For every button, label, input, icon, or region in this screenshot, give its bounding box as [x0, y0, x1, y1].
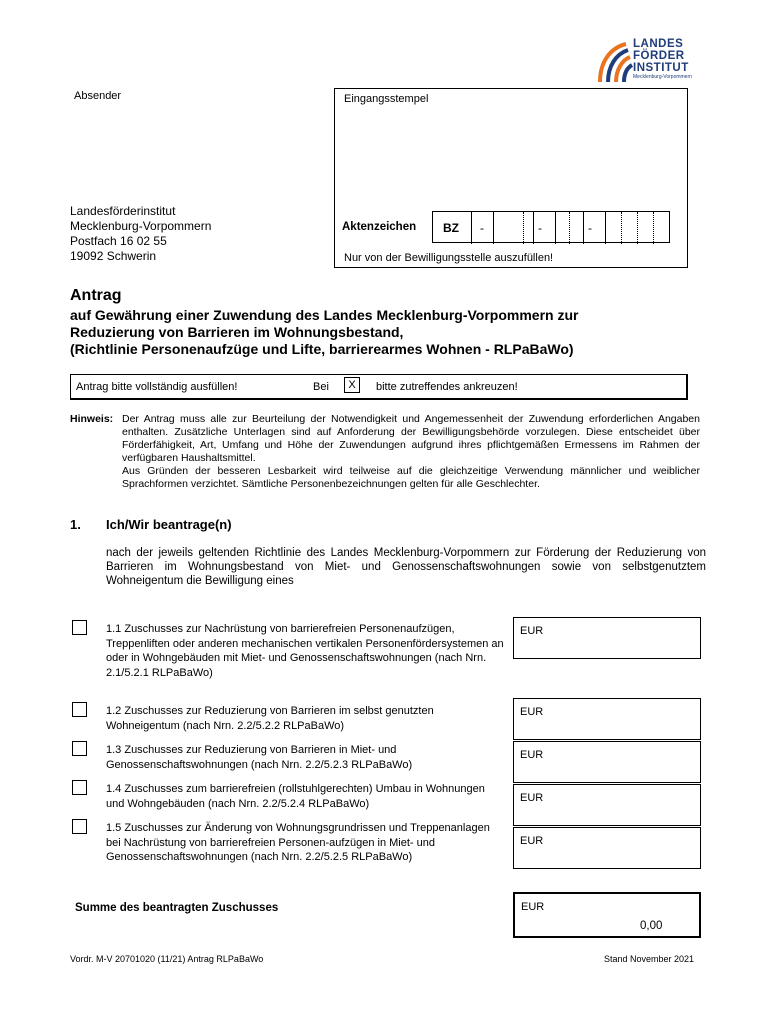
amount-field-1-2[interactable]: EUR [513, 698, 701, 740]
item-1-5-text: 1.5 Zuschusses zur Änderung von Wohnungsgrundrissen und Treppenanlagen bei Nachrüstung von barrierefreien Personen-aufzügen in Miet- und Genossenschaftswohnungen (nach Nrn. 2.2/5.2.5 RLPaBaWo) [106, 822, 490, 863]
amount-field-1-5[interactable]: EUR [513, 827, 701, 869]
instruction-hint: bitte zutreffendes ankreuzen! [376, 381, 518, 393]
az-separator: - [583, 212, 605, 244]
sum-value: 0,00 [640, 920, 663, 932]
section-title: Ich/Wir beantrage(n) [106, 517, 232, 532]
aktenzeichen-note: Nur von der Bewilligungsstelle auszufüllen! [344, 252, 554, 264]
checkbox-1-1[interactable] [72, 620, 87, 635]
sum-field[interactable]: EUR [513, 892, 701, 938]
section-intro: nach der jeweils geltenden Richtlinie des Landes Mecklenburg-Vorpommern zur Förderung der Reduzierung von Barrieren im Wohnungsbestand von Miet- und Genossenschaftswohnungen sowie von selbstgenutztem Wohneigentum die Bewilligung eines [106, 547, 706, 587]
hinweis-text: Der Antrag muss alle zur Beurteilung der Notwendigkeit und Angemessenheit der Zuwendung erforderlichen Angaben enthalten. Zusätzliche Unterlagen sind auf Anforderung der Bewilligungsbehörde vorzulegen. Diese entscheidet über Förderfähigkeit, Art, Umfang und Höhe der Zuwendungen aufgrund ihres pflichtgemäßen Ermessens im Rahmen der verfügbaren Haushaltsmittel. Aus Gründen der besseren Lesbarkeit wird teilweise auf die gleichzeitige Verwendung männlicher und weiblicher Sprachformen verzichtet. Sämtliche Personenbezeichnungen gelten für alle Geschlechter. [122, 413, 700, 490]
amount-field-1-3[interactable]: EUR [513, 741, 701, 783]
checkbox-1-2[interactable] [72, 702, 87, 717]
footer-date: Stand November 2021 [604, 954, 695, 964]
instruction-text: Antrag bitte vollständig ausfüllen! [76, 381, 238, 393]
recipient-address: Landesförderinstitut Mecklenburg-Vorpommern Postfach 16 02 55 19092 Schwerin [70, 204, 212, 263]
az-prefix: BZ [443, 221, 459, 235]
aktenzeichen-field[interactable] [432, 211, 670, 243]
aktenzeichen-label: Aktenzeichen [342, 221, 417, 233]
item-1-1-text: 1.1 Zuschusses zur Nachrüstung von barrierefreien Personenaufzügen, Treppenliften oder anderen mechanischen vertikalen Personenfördersystemen an oder in Wohngebäuden mit Miet- und Genossenschaftswohnungen (nach Nrn. 2.1/5.2.1 RLPaBaWo) [106, 623, 504, 679]
az-digit[interactable] [555, 212, 569, 244]
logo-text: LANDES FÖRDER INSTITUT [633, 38, 689, 74]
item-1-3-text: 1.3 Zuschusses zur Reduzierung von Barrieren in Miet- und Genossenschaftswohnungen (nach Nrn. 2.2/5.2.3 RLPaBaWo) [106, 744, 413, 771]
hinweis-label: Hinweis: [70, 413, 114, 425]
section-number: 1. [70, 517, 81, 532]
absender-label: Absender [74, 90, 122, 102]
amount-field-1-4[interactable]: EUR [513, 784, 701, 826]
checkbox-1-4[interactable] [72, 780, 87, 795]
az-digit[interactable] [605, 212, 621, 244]
logo-subtitle: Mecklenburg-Vorpommern [633, 74, 692, 80]
footer-form-number: Vordr. M-V 20701020 (11/21) Antrag RLPaBaWo [70, 954, 264, 964]
az-digit[interactable] [653, 212, 669, 244]
sum-label: Summe des beantragten Zuschusses [75, 902, 279, 914]
az-separator: - [533, 212, 555, 244]
az-separator: - [471, 212, 493, 244]
example-checkbox: X [344, 377, 360, 393]
amount-field-1-1[interactable]: EUR [513, 617, 701, 659]
form-subtitle: auf Gewährung einer Zuwendung des Landes Mecklenburg-Vorpommern zur Reduzierung von Barrieren im Wohnungsbestand, (Richtlinie Personenaufzüge und Lifte, barrierearmes Wohnen - RLPaBaWo) [70, 307, 579, 357]
checkbox-1-3[interactable] [72, 741, 87, 756]
checkbox-1-5[interactable] [72, 819, 87, 834]
eingangsstempel-label: Eingangsstempel [344, 93, 429, 105]
az-digit[interactable] [523, 212, 533, 244]
form-title: Antrag [70, 287, 122, 304]
item-1-4-text: 1.4 Zuschusses zum barrierefreien (rollstuhlgerechten) Umbau in Wohnungen und Wohngebäuden (nach Nrn. 2.2/5.2.4 RLPaBaWo) [106, 783, 485, 810]
az-digit[interactable] [493, 212, 523, 244]
az-digit[interactable] [569, 212, 583, 244]
item-1-2-text: 1.2 Zuschusses zur Reduzierung von Barrieren im selbst genutzten Wohneigentum (nach Nrn. 2.2/5.2.2 RLPaBaWo) [106, 705, 434, 732]
az-digit[interactable] [621, 212, 637, 244]
instruction-bei: Bei [313, 381, 329, 393]
az-digit[interactable] [637, 212, 653, 244]
